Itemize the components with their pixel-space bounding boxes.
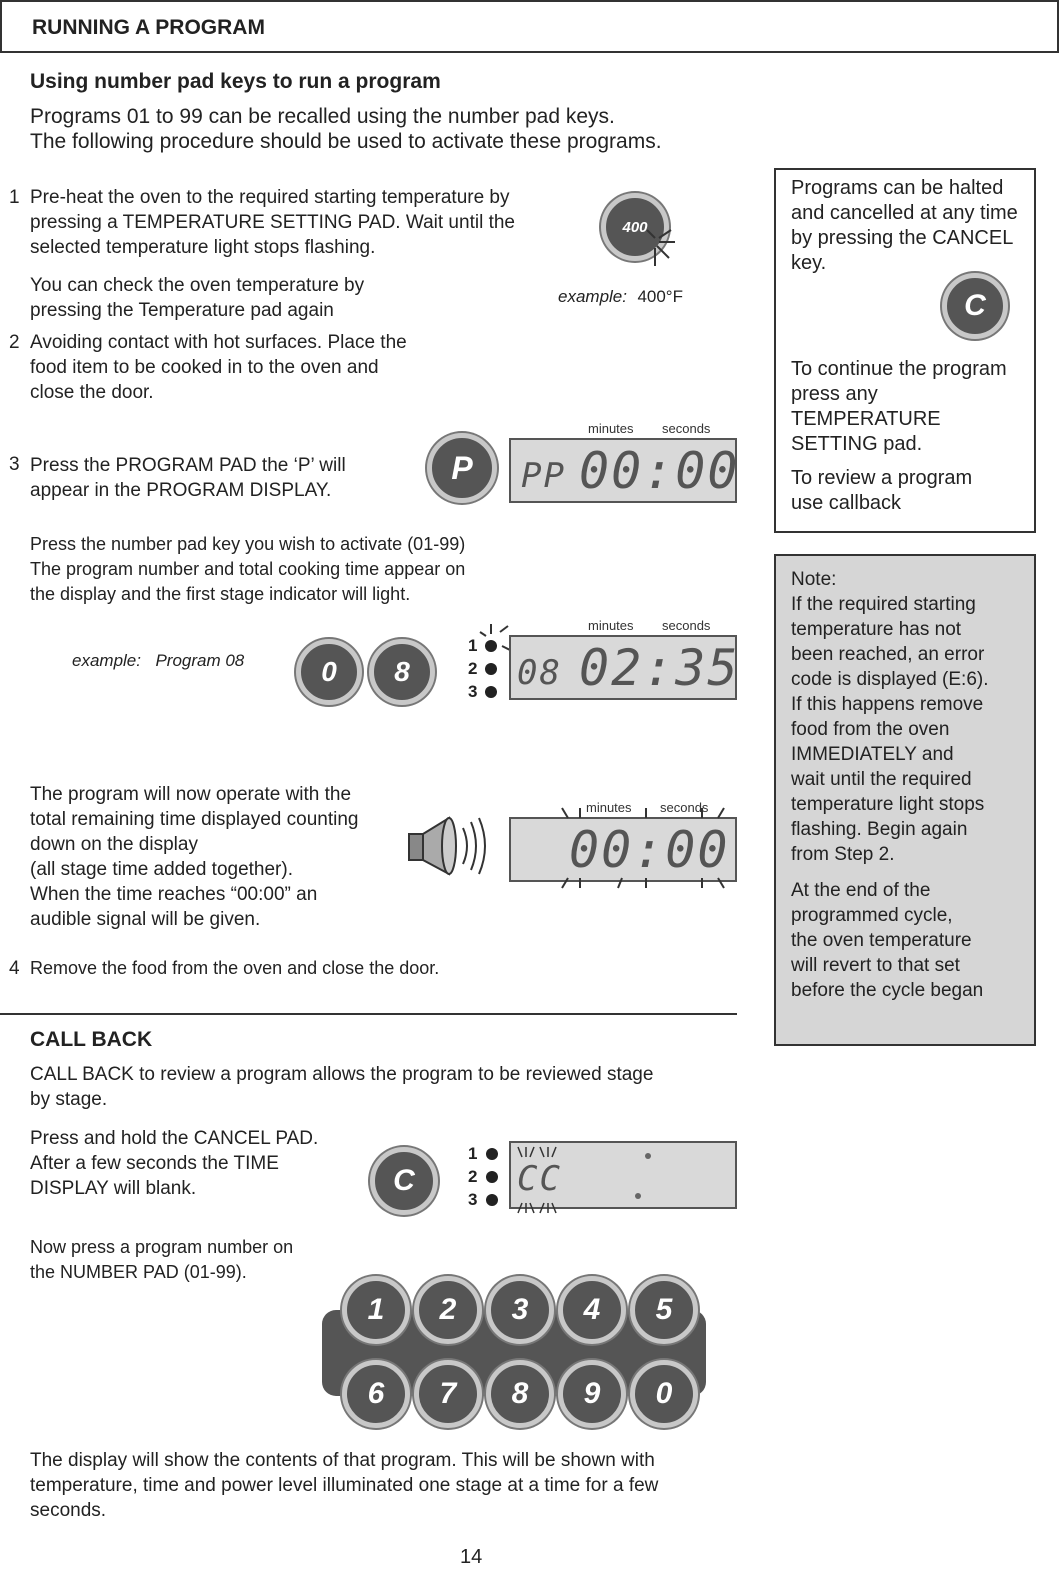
stage-label: 3: [468, 1190, 478, 1209]
number-key-0[interactable]: 0: [296, 639, 362, 705]
stage-indicator: [485, 663, 497, 675]
sidebar-text: To continue the program: [791, 358, 1007, 380]
stage-label: 1: [468, 636, 478, 655]
stage-label: 1: [468, 1144, 478, 1163]
note-text: food from the oven: [791, 719, 950, 740]
sidebar-text: To review a program: [791, 467, 973, 489]
note-text: been reached, an error: [791, 644, 985, 665]
note-text: At the end of the: [791, 880, 931, 901]
stage-indicator: [486, 1171, 498, 1183]
note-text: code is displayed (E:6).: [791, 669, 989, 690]
cancel-pad[interactable]: C: [370, 1147, 438, 1215]
note-text: will revert to that set: [791, 955, 960, 976]
step-text: close the door.: [30, 382, 154, 403]
step-text: Pre-heat the oven to the required starting temperature by: [30, 187, 510, 208]
step-text: The program will now operate with the: [30, 784, 352, 805]
note-text: before the cycle began: [791, 980, 984, 1001]
cancel-pad[interactable]: C: [942, 273, 1008, 339]
stage-indicator: [486, 1148, 498, 1160]
step-text: selected temperature light stops flashing.: [30, 237, 376, 258]
note-text: If the required starting: [791, 594, 976, 615]
number-key-8[interactable]: 8: [369, 639, 435, 705]
sidebar-text: key.: [791, 252, 827, 274]
number-key-9[interactable]: 9: [558, 1360, 626, 1428]
intro-line: The following procedure should be used to activate these programs.: [30, 130, 662, 153]
step-text: You can check the oven temperature by: [30, 275, 365, 296]
note-text: the oven temperature: [791, 930, 972, 951]
note-text: Note:: [791, 569, 837, 590]
stage-label: 2: [468, 1167, 478, 1186]
note-text: programmed cycle,: [791, 905, 953, 926]
number-key-3[interactable]: 3: [486, 1276, 554, 1344]
section-divider: [0, 1013, 737, 1015]
minutes-label: minutes: [588, 421, 634, 436]
flash-indicator-icon: [540, 806, 740, 890]
step-text: down on the display: [30, 834, 198, 855]
callback-text: After a few seconds the TIME: [30, 1153, 279, 1174]
time-display-blank: CC: [509, 1141, 737, 1209]
speaker-icon: [405, 814, 487, 878]
sidebar-text: TEMPERATURE: [791, 408, 941, 430]
step-text: The program number and total cooking time appear on: [30, 559, 466, 579]
callback-text: by stage.: [30, 1089, 108, 1110]
sidebar-text: press any: [791, 383, 878, 405]
step-text: pressing the Temperature pad again: [30, 300, 334, 321]
step-number: 4: [9, 958, 20, 979]
number-key-4[interactable]: 4: [558, 1276, 626, 1344]
temperature-pad[interactable]: 400: [601, 193, 669, 261]
program-display: PP 00:00: [509, 438, 737, 503]
callback-text: CALL BACK to review a program allows the program to be reviewed stage: [30, 1064, 654, 1085]
callback-heading: CALL BACK: [30, 1028, 153, 1051]
stage-label: 2: [468, 659, 478, 678]
note-text: flashing. Begin again: [791, 819, 968, 840]
program-display: 08 02:35: [509, 635, 737, 700]
section-header: [0, 0, 1059, 53]
number-key-2[interactable]: 2: [414, 1276, 482, 1344]
callback-text: Press and hold the CANCEL PAD.: [30, 1128, 319, 1149]
step-text: Press the number pad key you wish to activate (01-99): [30, 534, 466, 554]
step-text: appear in the PROGRAM DISPLAY.: [30, 480, 332, 501]
sidebar-text: Programs can be halted: [791, 177, 1004, 199]
note-text: from Step 2.: [791, 844, 895, 865]
minutes-label: minutes: [588, 618, 634, 633]
callback-text: DISPLAY will blank.: [30, 1178, 197, 1199]
callback-text: temperature, time and power level illuminated one stage at a time for a few: [30, 1475, 659, 1496]
step-number: 3: [9, 454, 20, 475]
seconds-label: seconds: [662, 618, 711, 633]
flash-indicator-icon: [512, 1145, 562, 1215]
number-key-0[interactable]: 0: [630, 1360, 698, 1428]
countdown-display: 00:00: [509, 817, 737, 882]
example-note: example: Program 08: [72, 651, 245, 670]
sidebar-text: by pressing the CANCEL: [791, 227, 1014, 249]
step-text: food item to be cooked in to the oven and: [30, 357, 379, 378]
section-title: RUNNING A PROGRAM: [32, 16, 265, 39]
intro-line: Programs 01 to 99 can be recalled using the number pad keys.: [30, 105, 615, 128]
number-key-6[interactable]: 6: [342, 1360, 410, 1428]
step-number: 1: [9, 187, 20, 208]
note-text: IMMEDIATELY and: [791, 744, 954, 765]
stage-indicator: [486, 1194, 498, 1206]
callback-text: The display will show the contents of that program. This will be shown with: [30, 1450, 655, 1471]
step-number: 2: [9, 332, 20, 353]
number-key-1[interactable]: 1: [342, 1276, 410, 1344]
seconds-label: seconds: [660, 800, 709, 815]
seconds-label: seconds: [662, 421, 711, 436]
program-pad[interactable]: P: [427, 433, 497, 503]
minutes-label: minutes: [586, 800, 632, 815]
number-key-5[interactable]: 5: [630, 1276, 698, 1344]
callback-text: Now press a program number on: [30, 1237, 294, 1257]
callback-text: the NUMBER PAD (01-99).: [30, 1262, 247, 1282]
step-text: pressing a TEMPERATURE SETTING PAD. Wait until the: [30, 212, 515, 233]
step-text: Avoiding contact with hot surfaces. Place the: [30, 332, 407, 353]
sidebar-text: and cancelled at any time: [791, 202, 1018, 224]
page-number: 14: [460, 1546, 483, 1568]
note-text: If this happens remove: [791, 694, 984, 715]
step-text: Press the PROGRAM PAD the ‘P’ will: [30, 455, 346, 476]
sidebar-text: use callback: [791, 492, 902, 514]
intro-heading: Using number pad keys to run a program: [30, 70, 441, 93]
step-text: When the time reaches “00:00” an: [30, 884, 318, 905]
step-text: total remaining time displayed counting: [30, 809, 359, 830]
example-note: example: 400°F: [558, 287, 683, 306]
number-key-8[interactable]: 8: [486, 1360, 554, 1428]
note-text: wait until the required: [791, 769, 972, 790]
step-text: Remove the food from the oven and close the door.: [30, 958, 440, 978]
note-text: temperature has not: [791, 619, 962, 640]
step-text: the display and the first stage indicator will light.: [30, 584, 411, 604]
stage-indicator: [485, 686, 497, 698]
callback-text: seconds.: [30, 1500, 107, 1521]
stage-label: 3: [468, 682, 478, 701]
flash-indicator-icon: [476, 622, 512, 662]
sidebar-text: SETTING pad.: [791, 433, 923, 455]
flash-indicator-icon: [645, 228, 679, 268]
note-text: temperature light stops: [791, 794, 985, 815]
step-text: (all stage time added together).: [30, 859, 293, 880]
number-key-7[interactable]: 7: [414, 1360, 482, 1428]
step-text: audible signal will be given.: [30, 909, 261, 930]
